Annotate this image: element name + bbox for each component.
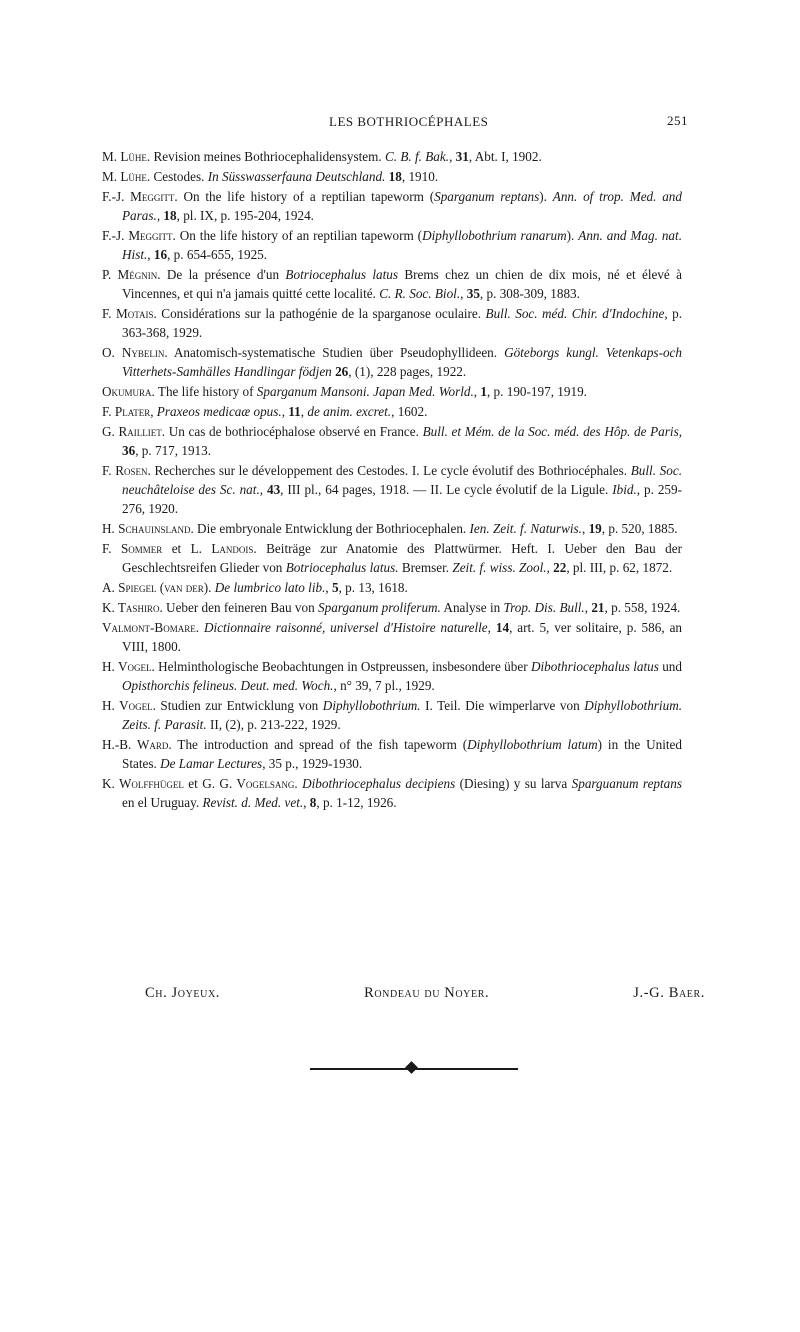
reference-volume: 5: [331, 580, 339, 595]
reference-text: ,: [581, 521, 589, 536]
reference-entry: [102, 657, 682, 695]
reference-text: ,: [487, 620, 496, 635]
reference-volume: 26: [335, 364, 349, 379]
reference-title-italic: In Süsswasserfauna Deutschland.: [207, 169, 386, 184]
reference-text: Considérations sur la pathogénie de la sparganose oculaire.: [156, 306, 486, 321]
reference-title-italic: Ann. and Mag. nat. Hist.: [122, 228, 682, 262]
reference-text: Revision meines Bothriocephalidensystem.: [150, 149, 385, 164]
reference-text: Un cas de bothriocéphalose observé en France.: [165, 424, 423, 439]
reference-text: , p. 308-309, 1883.: [479, 286, 580, 301]
reference-text: ,: [678, 424, 682, 439]
signatures: [145, 985, 705, 1002]
reference-entry: [102, 598, 682, 617]
reference-title-italic: Ibid.: [612, 482, 637, 497]
reference-title-italic: Sparganum reptans: [434, 189, 540, 204]
reference-text: ,: [473, 384, 481, 399]
end-divider-diamond-icon: [405, 1061, 418, 1074]
reference-text: , p. 1-12, 1926.: [316, 795, 397, 810]
reference-text: ,: [281, 404, 289, 419]
reference-text: ,: [300, 404, 308, 419]
reference-text: Recherches sur le développement des Cestodes. I. Le cycle évolutif des Bothriocéphales.: [150, 463, 631, 478]
reference-title-italic: Diphyllobothrium latum: [467, 737, 598, 752]
reference-text: , p. 259-276, 1920.: [122, 482, 682, 516]
reference-title-italic: Revist. d. Med. vet.: [202, 795, 304, 810]
reference-text: et: [183, 776, 203, 791]
reference-text: , 1602.: [391, 404, 428, 419]
reference-text: ).: [539, 189, 553, 204]
reference-title-italic: Bull. et Mém. de la Soc. méd. des Hôp. de Paris: [422, 424, 679, 439]
reference-volume: 8: [309, 795, 317, 810]
reference-text: On the life history of a reptilian tapeworm (: [177, 189, 435, 204]
reference-author: O. Nybelin.: [102, 345, 168, 360]
reference-text: ,: [460, 286, 467, 301]
reference-text: , p. 190-197, 1919.: [486, 384, 587, 399]
reference-text: , p. 717, 1913.: [135, 443, 212, 458]
reference-author: P. Mégnin.: [102, 267, 161, 282]
reference-author: A. Spiegel (van der).: [102, 580, 212, 595]
reference-text: Helminthologische Beobachtungen in Ostpreussen, insbesondere über: [154, 659, 531, 674]
reference-text: , p. 13, 1618.: [338, 580, 408, 595]
reference-title-italic: Zeit. f. wiss. Zool.: [452, 560, 547, 575]
reference-entry: [102, 343, 682, 381]
reference-title-italic: De lumbrico lato lib.: [214, 580, 326, 595]
reference-text: ).: [566, 228, 579, 243]
reference-text: De la présence d'un: [160, 267, 286, 282]
reference-text: Ueber den feineren Bau von: [162, 600, 319, 615]
reference-author: Okumura.: [102, 384, 155, 399]
reference-title-italic: De Lamar Lectures: [160, 756, 263, 771]
reference-text: Anatomisch-systematische Studien über Pseudophyllideen.: [167, 345, 505, 360]
reference-volume: 18: [388, 169, 402, 184]
signature-baer: J.-G. Baer.: [633, 985, 705, 1001]
reference-title-italic: Botriocephalus latus.: [285, 560, 399, 575]
reference-text: , III pl., 64 pages, 1918. — II. Le cycle évolutif de la Ligule.: [280, 482, 613, 497]
reference-entry: [102, 618, 682, 656]
reference-text: ,: [303, 795, 310, 810]
reference-text: Brems chez un chien de dix mois, né et élevé à Vincennes, et qui n'a jamais quitté cette localité.: [122, 267, 682, 301]
reference-author: M. Lühe.: [102, 149, 151, 164]
page-number: 251: [667, 113, 688, 128]
reference-text: , p. 654-655, 1925.: [167, 247, 268, 262]
reference-volume: 43: [266, 482, 281, 497]
reference-title-italic: C. B. f. Bak.: [384, 149, 450, 164]
reference-title-italic: Botriocephalus latus: [285, 267, 398, 282]
reference-volume: 16: [153, 247, 168, 262]
reference-text: Cestodes.: [150, 169, 208, 184]
reference-text: ) in the United States.: [122, 737, 683, 771]
reference-text: , pl. III, p. 62, 1872.: [566, 560, 673, 575]
reference-title-italic: Sparganum Mansoni. Japan Med. World.: [256, 384, 474, 399]
reference-title-italic: C. R. Soc. Biol.: [379, 286, 461, 301]
reference-volume: 22: [553, 560, 567, 575]
reference-volume: 11: [288, 404, 301, 419]
reference-text: ,: [325, 580, 332, 595]
reference-text: The introduction and spread of the fish tapeworm (: [171, 737, 468, 752]
running-title: LES BOTHRIOCÉPHALES: [329, 114, 489, 129]
reference-author: F.-J. Meggitt.: [102, 189, 178, 204]
reference-volume: 14: [495, 620, 510, 635]
reference-text: ,: [546, 560, 554, 575]
reference-volume: 18: [163, 208, 177, 223]
reference-entry: [102, 696, 682, 734]
reference-text: Analyse in: [440, 600, 504, 615]
reference-text: I. Teil. Die wimperlarve von: [420, 698, 585, 713]
reference-title-italic: Opisthorchis felineus. Deut. med. Woch.: [122, 678, 334, 693]
reference-entry: [102, 519, 682, 538]
reference-author: F. Plater,: [102, 404, 154, 419]
reference-volume: 21: [591, 600, 605, 615]
reference-coauthor: G. G. Vogelsang.: [202, 776, 298, 791]
reference-text: ,: [147, 247, 154, 262]
reference-author: Valmont-Bomare.: [102, 620, 200, 635]
reference-entry: [102, 187, 682, 225]
reference-author: F.-J. Meggitt.: [102, 228, 176, 243]
reference-entry: [102, 402, 682, 421]
reference-text: ,: [584, 600, 592, 615]
reference-title-italic: Praxeos medicaæ opus.: [156, 404, 282, 419]
reference-title-italic: Ien. Zeit. f. Naturwis.: [469, 521, 582, 536]
reference-title-italic: Dictionnaire raisonné, universel d'Histoire naturelle: [203, 620, 488, 635]
reference-entry: [102, 461, 682, 518]
reference-title-italic: Sparganum proliferum.: [318, 600, 441, 615]
reference-text: On the life history of an reptilian tapeworm (: [175, 228, 423, 243]
reference-entry: [102, 226, 682, 264]
reference-entry: [102, 578, 682, 597]
reference-entry: [102, 422, 682, 460]
reference-author: F. Motais.: [102, 306, 157, 321]
reference-coauthor: L. Landois.: [190, 541, 257, 556]
reference-text: en el Uruguay.: [122, 795, 203, 810]
reference-text: et: [162, 541, 191, 556]
reference-text: II, (2), p. 213-222, 1929.: [206, 717, 341, 732]
reference-text: ,: [156, 208, 164, 223]
reference-text: Bremser.: [398, 560, 453, 575]
reference-title-italic: Diphyllobothrium.: [322, 698, 421, 713]
reference-list: [102, 147, 682, 813]
reference-volume: 31: [455, 149, 469, 164]
reference-entry: [102, 539, 682, 577]
reference-text: Die embryonale Entwicklung der Bothriocephalen.: [193, 521, 470, 536]
reference-title-italic: Bull. Soc. neuchâteloise des Sc. nat.: [122, 463, 682, 497]
reference-text: , 35 p., 1929-1930.: [262, 756, 363, 771]
reference-author: K. Wolffhügel: [102, 776, 184, 791]
reference-text: , art. 5, ver solitaire, p. 586, an VIII, 1800.: [122, 620, 683, 654]
reference-title-italic: Göteborgs kungl. Vetenkaps-och Vitterhets-Samhälles Handlingar födjen: [122, 345, 683, 379]
reference-text: Beiträge zur Anatomie des Plattwürmer. Heft. I. Ueber den Bau der Geschlechtsreifen Glieder von: [122, 541, 682, 575]
reference-author: F. Rosen.: [102, 463, 151, 478]
reference-author: H. Vogel.: [102, 698, 156, 713]
reference-entry: [102, 265, 682, 303]
reference-title-italic: Ann. of trop. Med. and Paras.: [122, 189, 682, 223]
reference-title-italic: Dibothriocephalus latus: [530, 659, 659, 674]
signature-rondeau-du-noyer: Rondeau du Noyer.: [364, 985, 490, 1001]
reference-entry: [102, 774, 682, 812]
reference-volume: 36: [122, 443, 136, 458]
reference-volume: 35: [466, 286, 480, 301]
reference-title-italic: Diphyllobothrium ranarum: [422, 228, 567, 243]
reference-title-italic: Dibothriocephalus decipiens: [302, 776, 456, 791]
reference-entry: [102, 735, 682, 773]
reference-author: G. Railliet.: [102, 424, 166, 439]
reference-title-italic: Sparguanum reptans: [571, 776, 682, 791]
reference-text: , p. 363-368, 1929.: [122, 306, 682, 340]
reference-entry: [102, 304, 682, 342]
reference-text: , Abt. I, 1902.: [468, 149, 542, 164]
reference-entry: [102, 167, 682, 186]
reference-text: , p. 558, 1924.: [604, 600, 681, 615]
reference-text: , (1), 228 pages, 1922.: [348, 364, 467, 379]
reference-author: F. Sommer: [102, 541, 163, 556]
reference-volume: 1: [480, 384, 487, 399]
reference-entry: [102, 147, 682, 166]
reference-text: The life history of: [154, 384, 257, 399]
reference-text: (Diesing) y su larva: [455, 776, 572, 791]
signature-joyeux: Ch. Joyeux.: [145, 985, 221, 1001]
reference-text: , p. 520, 1885.: [601, 521, 678, 536]
reference-text: ,: [449, 149, 456, 164]
reference-title-italic: de anim. excret.: [307, 404, 392, 419]
reference-author: H. Schauinsland.: [102, 521, 194, 536]
reference-text: , n° 39, 7 pl., 1929.: [333, 678, 435, 693]
reference-text: , 1910.: [401, 169, 439, 184]
reference-author: H.-B. Ward.: [102, 737, 172, 752]
reference-author: K. Tashiro.: [102, 600, 163, 615]
reference-text: , pl. IX, p. 195-204, 1924.: [176, 208, 314, 223]
reference-text: und: [658, 659, 682, 674]
reference-text: ,: [259, 482, 267, 497]
reference-author: H. Vogel.: [102, 659, 155, 674]
reference-text: Studien zur Entwicklung von: [155, 698, 323, 713]
reference-title-italic: Diphyllobothrium. Zeits. f. Parasit.: [122, 698, 683, 732]
reference-entry: [102, 382, 682, 401]
reference-title-italic: Trop. Dis. Bull.: [503, 600, 585, 615]
reference-author: M. Lühe.: [102, 169, 151, 184]
reference-volume: 19: [588, 521, 602, 536]
reference-title-italic: Bull. Soc. méd. Chir. d'Indochine: [485, 306, 665, 321]
